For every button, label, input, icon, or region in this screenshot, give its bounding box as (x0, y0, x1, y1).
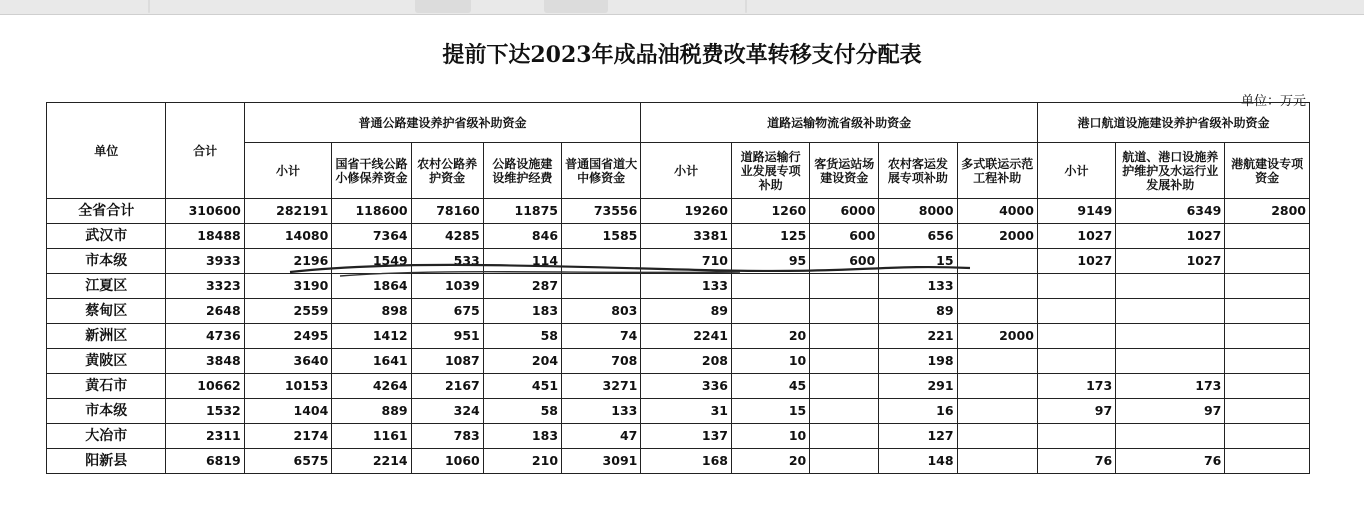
table-cell (1225, 224, 1310, 249)
table-cell: 3381 (641, 224, 732, 249)
table-cell: 89 (879, 299, 957, 324)
table-cell: 1585 (562, 224, 641, 249)
table-cell: 95 (731, 249, 809, 274)
allocation-table-wrapper (46, 102, 1310, 515)
table-cell: 97 (1116, 399, 1225, 424)
table-cell: 3848 (166, 349, 244, 374)
table-cell: 1027 (1037, 224, 1115, 249)
header-sub: 公路设施建设维护经费 (483, 143, 561, 199)
table-cell: 1864 (332, 274, 411, 299)
table-body (47, 199, 1310, 474)
table-cell: 20 (731, 449, 809, 474)
table-cell: 47 (562, 424, 641, 449)
table-cell: 10 (731, 349, 809, 374)
table-cell: 533 (411, 249, 483, 274)
header-group-highway: 普通公路建设养护省级补助资金 (244, 103, 641, 143)
table-cell (1225, 274, 1310, 299)
table-cell: 2196 (244, 249, 332, 274)
table-cell: 208 (641, 349, 732, 374)
table-cell: 2214 (332, 449, 411, 474)
table-cell: 10153 (244, 374, 332, 399)
table-cell: 2174 (244, 424, 332, 449)
table-cell: 2000 (957, 224, 1037, 249)
table-cell (562, 249, 641, 274)
table-cell: 1532 (166, 399, 244, 424)
table-cell: 133 (641, 274, 732, 299)
allocation-table (46, 102, 1310, 474)
row-unit-name: 蔡甸区 (47, 299, 166, 324)
table-cell (1225, 424, 1310, 449)
table-cell (810, 374, 879, 399)
table-cell: 898 (332, 299, 411, 324)
table-cell (1225, 324, 1310, 349)
table-cell: 1260 (731, 199, 809, 224)
header-sub: 农村公路养护资金 (411, 143, 483, 199)
table-row (47, 199, 1310, 224)
table-cell: 168 (641, 449, 732, 474)
table-cell: 173 (1037, 374, 1115, 399)
table-cell: 173 (1116, 374, 1225, 399)
table-cell: 291 (879, 374, 957, 399)
table-cell (957, 424, 1037, 449)
row-unit-name: 武汉市 (47, 224, 166, 249)
table-cell: 6349 (1116, 199, 1225, 224)
table-cell (1116, 324, 1225, 349)
table-cell: 951 (411, 324, 483, 349)
header-sub: 农村客运发展专项补助 (879, 143, 957, 199)
row-unit-name: 江夏区 (47, 274, 166, 299)
table-cell: 58 (483, 399, 561, 424)
table-cell: 198 (879, 349, 957, 374)
table-row (47, 349, 1310, 374)
table-cell: 125 (731, 224, 809, 249)
table-cell: 1161 (332, 424, 411, 449)
row-unit-name: 大冶市 (47, 424, 166, 449)
table-cell: 221 (879, 324, 957, 349)
table-cell (810, 324, 879, 349)
table-cell (810, 399, 879, 424)
table-cell: 4264 (332, 374, 411, 399)
header-unit: 单位 (47, 103, 166, 199)
table-cell (731, 274, 809, 299)
table-cell: 846 (483, 224, 561, 249)
table-cell (1225, 249, 1310, 274)
table-cell (1225, 449, 1310, 474)
header-sub: 小计 (1037, 143, 1115, 199)
header-sub: 小计 (641, 143, 732, 199)
table-cell (562, 274, 641, 299)
table-cell: 783 (411, 424, 483, 449)
table-cell: 2800 (1225, 199, 1310, 224)
header-sub: 国省干线公路小修保养资金 (332, 143, 411, 199)
table-cell: 710 (641, 249, 732, 274)
table-cell (810, 299, 879, 324)
table-cell: 4000 (957, 199, 1037, 224)
table-cell: 324 (411, 399, 483, 424)
table-cell: 7364 (332, 224, 411, 249)
table-cell (731, 299, 809, 324)
table-cell: 31 (641, 399, 732, 424)
table-cell (957, 399, 1037, 424)
table-cell: 4285 (411, 224, 483, 249)
table-cell: 19260 (641, 199, 732, 224)
table-row (47, 424, 1310, 449)
header-group-port: 港口航道设施建设养护省级补助资金 (1037, 103, 1309, 143)
table-cell: 1027 (1116, 249, 1225, 274)
table-cell: 1404 (244, 399, 332, 424)
table-cell: 708 (562, 349, 641, 374)
table-cell (957, 449, 1037, 474)
table-cell: 118600 (332, 199, 411, 224)
table-cell: 137 (641, 424, 732, 449)
table-cell (957, 349, 1037, 374)
table-cell: 210 (483, 449, 561, 474)
table-row (47, 374, 1310, 399)
table-cell: 6000 (810, 199, 879, 224)
table-cell: 2167 (411, 374, 483, 399)
table-cell: 1087 (411, 349, 483, 374)
table-cell: 803 (562, 299, 641, 324)
table-cell: 2648 (166, 299, 244, 324)
header-sub: 客货运站场建设资金 (810, 143, 879, 199)
table-cell (810, 424, 879, 449)
row-unit-name: 全省合计 (47, 199, 166, 224)
table-cell: 2559 (244, 299, 332, 324)
browser-toolbar (0, 0, 1364, 15)
table-cell: 15 (879, 249, 957, 274)
table-cell: 18488 (166, 224, 244, 249)
table-cell: 114 (483, 249, 561, 274)
table-cell (1225, 349, 1310, 374)
table-cell: 889 (332, 399, 411, 424)
document-title: 提前下达2023年成品油税费改革转移支付分配表 (442, 42, 922, 68)
table-cell: 10 (731, 424, 809, 449)
table-cell (810, 449, 879, 474)
table-cell: 127 (879, 424, 957, 449)
table-cell: 4736 (166, 324, 244, 349)
table-row (47, 249, 1310, 274)
table-cell (957, 249, 1037, 274)
table-cell: 3323 (166, 274, 244, 299)
table-cell: 1549 (332, 249, 411, 274)
table-cell (810, 349, 879, 374)
table-cell: 97 (1037, 399, 1115, 424)
table-cell: 3091 (562, 449, 641, 474)
table-cell (1116, 424, 1225, 449)
table-cell: 2311 (166, 424, 244, 449)
table-cell (957, 299, 1037, 324)
table-cell: 78160 (411, 199, 483, 224)
header-row-groups (47, 103, 1310, 143)
table-cell (1225, 374, 1310, 399)
header-total: 合计 (166, 103, 244, 199)
table-cell (1037, 349, 1115, 374)
header-group-transport: 道路运输物流省级补助资金 (641, 103, 1038, 143)
table-row (47, 449, 1310, 474)
table-cell: 3271 (562, 374, 641, 399)
table-row (47, 299, 1310, 324)
table-cell: 336 (641, 374, 732, 399)
table-cell: 11875 (483, 199, 561, 224)
table-cell (1037, 424, 1115, 449)
table-cell (1116, 349, 1225, 374)
header-sub: 港航建设专项资金 (1225, 143, 1310, 199)
header-sub: 小计 (244, 143, 332, 199)
table-cell (1225, 399, 1310, 424)
header-sub: 多式联运示范工程补助 (957, 143, 1037, 199)
table-cell: 6819 (166, 449, 244, 474)
table-cell: 183 (483, 299, 561, 324)
table-row (47, 399, 1310, 424)
table-cell (1116, 274, 1225, 299)
toolbar-tab[interactable] (544, 0, 608, 13)
table-cell: 1412 (332, 324, 411, 349)
table-cell: 451 (483, 374, 561, 399)
row-unit-name: 新洲区 (47, 324, 166, 349)
row-unit-name: 黄陂区 (47, 349, 166, 374)
table-cell (810, 274, 879, 299)
row-unit-name: 阳新县 (47, 449, 166, 474)
table-row (47, 324, 1310, 349)
table-cell: 3933 (166, 249, 244, 274)
table-cell: 20 (731, 324, 809, 349)
table-cell: 133 (879, 274, 957, 299)
table-row (47, 224, 1310, 249)
table-cell: 675 (411, 299, 483, 324)
table-row (47, 274, 1310, 299)
toolbar-tab[interactable] (415, 0, 471, 13)
table-cell: 2000 (957, 324, 1037, 349)
row-unit-name: 市本级 (47, 249, 166, 274)
table-cell (1037, 274, 1115, 299)
table-cell: 76 (1116, 449, 1225, 474)
table-cell: 2241 (641, 324, 732, 349)
table-cell: 600 (810, 224, 879, 249)
table-cell: 1060 (411, 449, 483, 474)
toolbar-divider (745, 0, 747, 13)
header-sub: 道路运输行业发展专项补助 (731, 143, 809, 199)
table-cell: 148 (879, 449, 957, 474)
table-cell: 3190 (244, 274, 332, 299)
table-cell: 656 (879, 224, 957, 249)
table-cell (1037, 324, 1115, 349)
table-cell (957, 374, 1037, 399)
table-cell: 310600 (166, 199, 244, 224)
header-sub: 航道、港口设施养护维护及水运行业发展补助 (1116, 143, 1225, 199)
row-unit-name: 黄石市 (47, 374, 166, 399)
table-cell: 3640 (244, 349, 332, 374)
table-cell (1116, 299, 1225, 324)
table-cell (957, 274, 1037, 299)
table-cell: 6575 (244, 449, 332, 474)
table-cell: 204 (483, 349, 561, 374)
table-cell: 1027 (1037, 249, 1115, 274)
toolbar-divider (148, 0, 150, 13)
table-cell (1225, 299, 1310, 324)
unit-label: 单位：万元 (1240, 94, 1306, 109)
table-cell: 15 (731, 399, 809, 424)
table-cell: 183 (483, 424, 561, 449)
table-cell: 133 (562, 399, 641, 424)
header-sub: 普通国省道大中修资金 (562, 143, 641, 199)
table-cell: 10662 (166, 374, 244, 399)
table-cell: 76 (1037, 449, 1115, 474)
table-cell: 2495 (244, 324, 332, 349)
table-cell: 8000 (879, 199, 957, 224)
table-cell: 58 (483, 324, 561, 349)
table-cell: 9149 (1037, 199, 1115, 224)
table-cell: 89 (641, 299, 732, 324)
table-cell: 16 (879, 399, 957, 424)
table-cell: 1039 (411, 274, 483, 299)
table-cell: 73556 (562, 199, 641, 224)
table-cell: 45 (731, 374, 809, 399)
table-cell: 600 (810, 249, 879, 274)
table-cell (1037, 299, 1115, 324)
table-cell: 1027 (1116, 224, 1225, 249)
row-unit-name: 市本级 (47, 399, 166, 424)
table-cell: 74 (562, 324, 641, 349)
table-cell: 14080 (244, 224, 332, 249)
table-cell: 1641 (332, 349, 411, 374)
table-cell: 287 (483, 274, 561, 299)
table-cell: 282191 (244, 199, 332, 224)
